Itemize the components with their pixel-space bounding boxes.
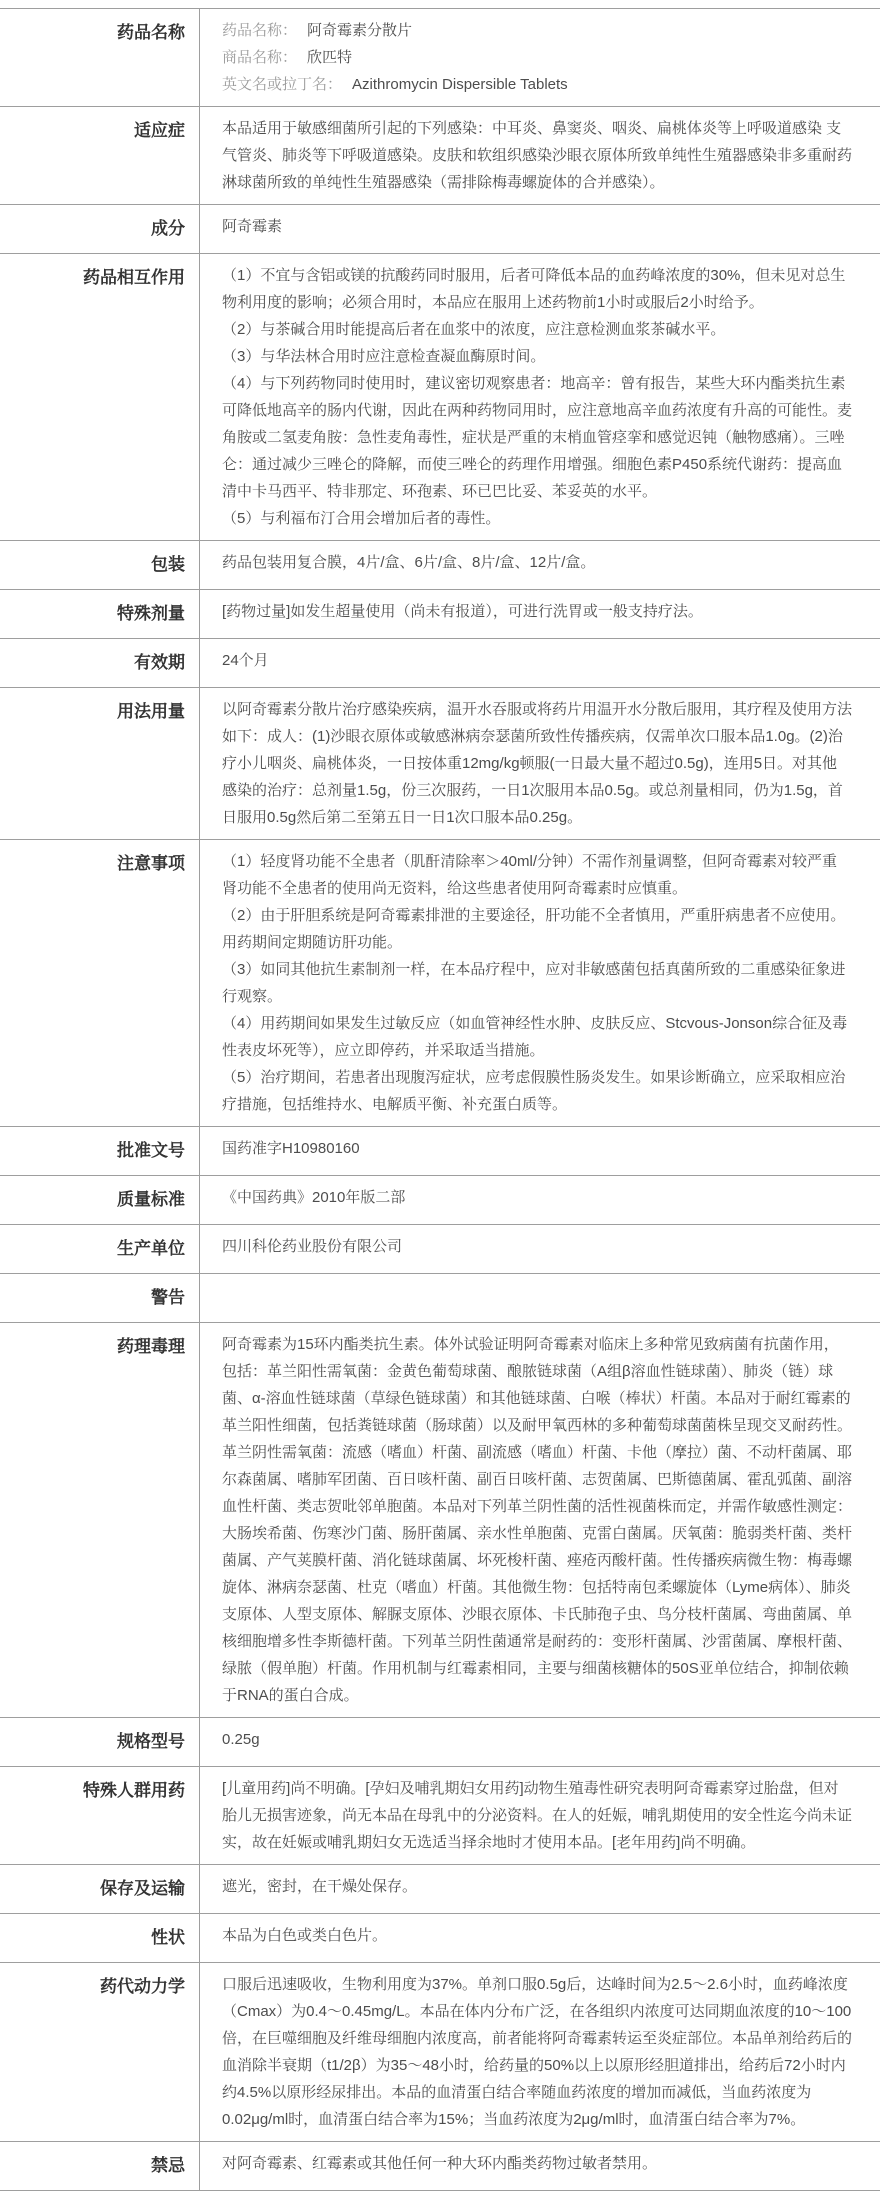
field-line [222, 44, 852, 71]
table-row [0, 2142, 880, 2191]
row-label: 注意事项 [0, 840, 200, 1126]
row-label: 药代动力学 [0, 1963, 200, 2141]
row-content [200, 1127, 880, 1175]
table-row [0, 840, 880, 1127]
table-row [0, 1865, 880, 1914]
table-row [0, 1176, 880, 1225]
paragraph: 《中国药典》2010年版二部 [222, 1189, 406, 1206]
row-label: 药品相互作用 [0, 254, 200, 540]
table-row [0, 1225, 880, 1274]
row-content [200, 107, 880, 204]
paragraph: 国药准字H10980160 [222, 1140, 360, 1157]
table-row [0, 590, 880, 639]
field-value: Azithromycin Dispersible Tablets [352, 76, 568, 93]
row-content [200, 541, 880, 589]
field-key: 商品名称： [222, 49, 298, 66]
paragraph: 对阿奇霉素、红霉素或其他任何一种大环内酯类药物过敏者禁用。 [222, 2155, 658, 2172]
table-row [0, 1914, 880, 1963]
paragraph: 本品为白色或类白色片。 [222, 1927, 388, 1944]
row-content [200, 1865, 880, 1913]
field-line [222, 17, 852, 44]
row-content [200, 254, 880, 540]
row-label: 禁忌 [0, 2142, 200, 2190]
row-content [200, 840, 880, 1126]
row-content [200, 1914, 880, 1962]
table-row [0, 688, 880, 840]
row-label: 特殊剂量 [0, 590, 200, 638]
table-row [0, 9, 880, 107]
paragraph: （5）治疗期间，若患者出现腹泻症状，应考虑假膜性肠炎发生。如果诊断确立，应采取相应治疗措施，包括维持水、电解质平衡、补充蛋白质等。 [222, 1069, 846, 1113]
paragraph: （3）如同其他抗生素制剂一样，在本品疗程中，应对非敏感菌包括真菌所致的二重感染征象进行观察。 [222, 961, 846, 1005]
paragraph: 四川科伦药业股份有限公司 [222, 1238, 403, 1255]
row-content [200, 1225, 880, 1273]
row-content [200, 1274, 880, 1322]
table-row [0, 107, 880, 205]
row-label: 特殊人群用药 [0, 1767, 200, 1864]
table-row [0, 1718, 880, 1767]
paragraph: 口服后迅速吸收，生物利用度为37%。单剂口服0.5g后，达峰时间为2.5～2.6小时，血药峰浓度（Cmax）为0.4～0.45mg/L。本品在体内分布广泛，在各组织内浓度可达同期血浓度的10～100倍，在巨噬细胞及纤维母细胞内浓度高，前者能将阿奇霉素转运至炎症部位。本品单剂给药后的血消除半衰期（t1/2β）为35～48小时，给药量的50%以上以原形经胆道排出，给药后72小时内约4.5%以原形经尿排出。本品的血清蛋白结合率随血药浓度的增加而减低，当血药浓度为0.02μg/ml时，血清蛋白结合率为15%；当血药浓度为2μg/ml时，血清蛋白结合率为7%。 [222, 1976, 853, 2128]
row-label: 用法用量 [0, 688, 200, 839]
row-label: 批准文号 [0, 1127, 200, 1175]
paragraph: （2）与茶碱合用时能提高后者在血浆中的浓度，应注意检测血浆茶碱水平。 [222, 321, 726, 338]
paragraph: 本品适用于敏感细菌所引起的下列感染：中耳炎、鼻窦炎、咽炎、扁桃体炎等上呼吸道感染 支气管炎、肺炎等下呼吸道感染。皮肤和软组织感染沙眼衣原体所致单纯性生殖器感染非多重耐药淋球菌所致的单纯性生殖器感染（需排除梅毒螺旋体的合并感染）。 [222, 120, 853, 191]
table-row [0, 1963, 880, 2142]
field-line [222, 71, 852, 98]
row-content [200, 639, 880, 687]
row-label: 适应症 [0, 107, 200, 204]
table-row [0, 254, 880, 541]
row-content [200, 1767, 880, 1864]
paragraph: 以阿奇霉素分散片治疗感染疾病，温开水吞服或将药片用温开水分散后服用，其疗程及使用方法如下：成人：(1)沙眼衣原体或敏感淋病奈瑟菌所致性传播疾病，仅需单次口服本品1.0g。(2)治疗小儿咽炎、扁桃体炎，一日按体重12mg/kg顿服(一日最大量不超过0.5g)，连用5日。对其他感染的治疗：总剂量1.5g，份三次服药，一日1次服用本品0.5g。或总剂量相同，仍为1.5g，首日服用0.5g然后第二至第五日一日1次口服本品0.25g。 [222, 701, 853, 826]
row-label: 性状 [0, 1914, 200, 1962]
paragraph: [儿童用药]尚不明确。[孕妇及哺乳期妇女用药]动物生殖毒性研究表明阿奇霉素穿过胎盘，但对胎儿无损害迹象，尚无本品在母乳中的分泌资料。在人的妊娠，哺乳期使用的安全性迄今尚未证实，故在妊娠或哺乳期妇女无选适当择余地时才使用本品。[老年用药]尚不明确。 [222, 1780, 853, 1851]
table-row [0, 1127, 880, 1176]
table-row [0, 1274, 880, 1323]
field-value: 欣匹特 [307, 49, 353, 66]
row-label: 生产单位 [0, 1225, 200, 1273]
paragraph: （2）由于肝胆系统是阿奇霉素排泄的主要途径，肝功能不全者慎用，严重肝病患者不应使用。用药期间定期随访肝功能。 [222, 907, 846, 951]
drug-info-table [0, 8, 880, 2191]
paragraph: 阿奇霉素为15环内酯类抗生素。体外试验证明阿奇霉素对临床上多种常见致病菌有抗菌作用，包括：革兰阳性需氧菌：金黄色葡萄球菌、酿脓链球菌（A组β溶血性链球菌）、肺炎（链）球菌、α-溶血性链球菌（草绿色链球菌）和其他链球菌、白喉（棒状）杆菌。本品对于耐红霉素的革兰阳性细菌，包括粪链球菌（肠球菌）以及耐甲氧西林的多种葡萄球菌菌株呈现交叉耐药性。革兰阴性需氧菌：流感（嗜血）杆菌、副流感（嗜血）杆菌、卡他（摩拉）菌、不动杆菌属、耶尔森菌属、嗜肺军团菌、百日咳杆菌、副百日咳杆菌、志贺菌属、巴斯德菌属、霍乱弧菌、副溶血性杆菌、类志贺吡邻单胞菌。本品对下列革兰阴性菌的活性视菌株而定，并需作敏感性测定：大肠埃希菌、伤寒沙门菌、肠肝菌属、亲水性单胞菌、克雷白菌属。厌氧菌：脆弱类杆菌、类杆菌属、产气荚膜杆菌、消化链球菌属、坏死梭杆菌、痤疮丙酸杆菌。性传播疾病微生物：梅毒螺旋体、淋病奈瑟菌、杜克（嗜血）杆菌。其他微生物：包括特南包柔螺旋体（Lyme病体）、肺炎支原体、人型支原体、解脲支原体、沙眼衣原体、卡氏肺孢子虫、鸟分枝杆菌属、弯曲菌属、单核细胞增多性李斯德杆菌。下列革兰阴性菌通常是耐药的：变形杆菌属、沙雷菌属、摩根杆菌、绿脓（假单胞）杆菌。作用机制与红霉素相同，主要与细菌核糖体的50S亚单位结合，抑制依赖于RNA的蛋白合成。 [222, 1336, 853, 1704]
paragraph: （5）与利福布汀合用会增加后者的毒性。 [222, 510, 501, 527]
paragraph: （3）与华法林合用时应注意检查凝血酶原时间。 [222, 348, 546, 365]
table-row [0, 541, 880, 590]
paragraph: （4）用药期间如果发生过敏反应（如血管神经性水肿、皮肤反应、Stcvous-Jonson综合征及毒性表皮坏死等），应立即停药，并采取适当措施。 [222, 1015, 848, 1059]
paragraph: 阿奇霉素 [222, 218, 283, 235]
field-value: 阿奇霉素分散片 [307, 22, 413, 39]
table-row [0, 1323, 880, 1718]
row-label: 成分 [0, 205, 200, 253]
row-label: 药理毒理 [0, 1323, 200, 1717]
paragraph: [药物过量]如发生超量使用（尚未有报道），可进行洗胃或一般支持疗法。 [222, 603, 703, 620]
paragraph: 遮光，密封，在干燥处保存。 [222, 1878, 418, 1895]
table-row [0, 1767, 880, 1865]
row-label: 包装 [0, 541, 200, 589]
paragraph: 0.25g [222, 1731, 260, 1748]
row-content [200, 1323, 880, 1717]
paragraph: （1）轻度肾功能不全患者（肌酐清除率＞40ml/分钟）不需作剂量调整，但阿奇霉素对较严重肾功能不全患者的使用尚无资料，给这些患者使用阿奇霉素时应慎重。 [222, 853, 838, 897]
paragraph: 药品包装用复合膜，4片/盒、6片/盒、8片/盒、12片/盒。 [222, 554, 596, 571]
row-content [200, 1176, 880, 1224]
row-content [200, 1718, 880, 1766]
paragraph: （4）与下列药物同时使用时，建议密切观察患者：地高辛：曾有报告，某些大环内酯类抗生素可降低地高辛的肠内代谢，因此在两种药物同用时，应注意地高辛血药浓度有升高的可能性。麦角胺或二氢麦角胺：急性麦角毒性，症状是严重的末梢血管痉挛和感觉迟钝（触物感痛）。三唑仑：通过减少三唑仑的降解，而使三唑仑的药理作用增强。细胞色素P450系统代谢药：提高血清中卡马西平、特非那定、环孢素、环已巴比妥、苯妥英的水平。 [222, 375, 853, 500]
row-content [200, 1963, 880, 2141]
row-label: 警告 [0, 1274, 200, 1322]
row-label: 保存及运输 [0, 1865, 200, 1913]
row-content [200, 2142, 880, 2190]
row-content [200, 9, 880, 106]
paragraph: （1）不宜与含铝或镁的抗酸药同时服用，后者可降低本品的血药峰浓度的30%，但未见对总生物利用度的影响；必须合用时，本品应在服用上述药物前1小时或服后2小时给予。 [222, 267, 846, 311]
row-label: 有效期 [0, 639, 200, 687]
row-label: 药品名称 [0, 9, 200, 106]
row-content [200, 590, 880, 638]
table-row [0, 205, 880, 254]
field-key: 药品名称： [222, 22, 298, 39]
row-content [200, 688, 880, 839]
row-label: 规格型号 [0, 1718, 200, 1766]
row-label: 质量标准 [0, 1176, 200, 1224]
row-content [200, 205, 880, 253]
table-row [0, 639, 880, 688]
paragraph: 24个月 [222, 652, 269, 669]
field-key: 英文名或拉丁名： [222, 76, 343, 93]
